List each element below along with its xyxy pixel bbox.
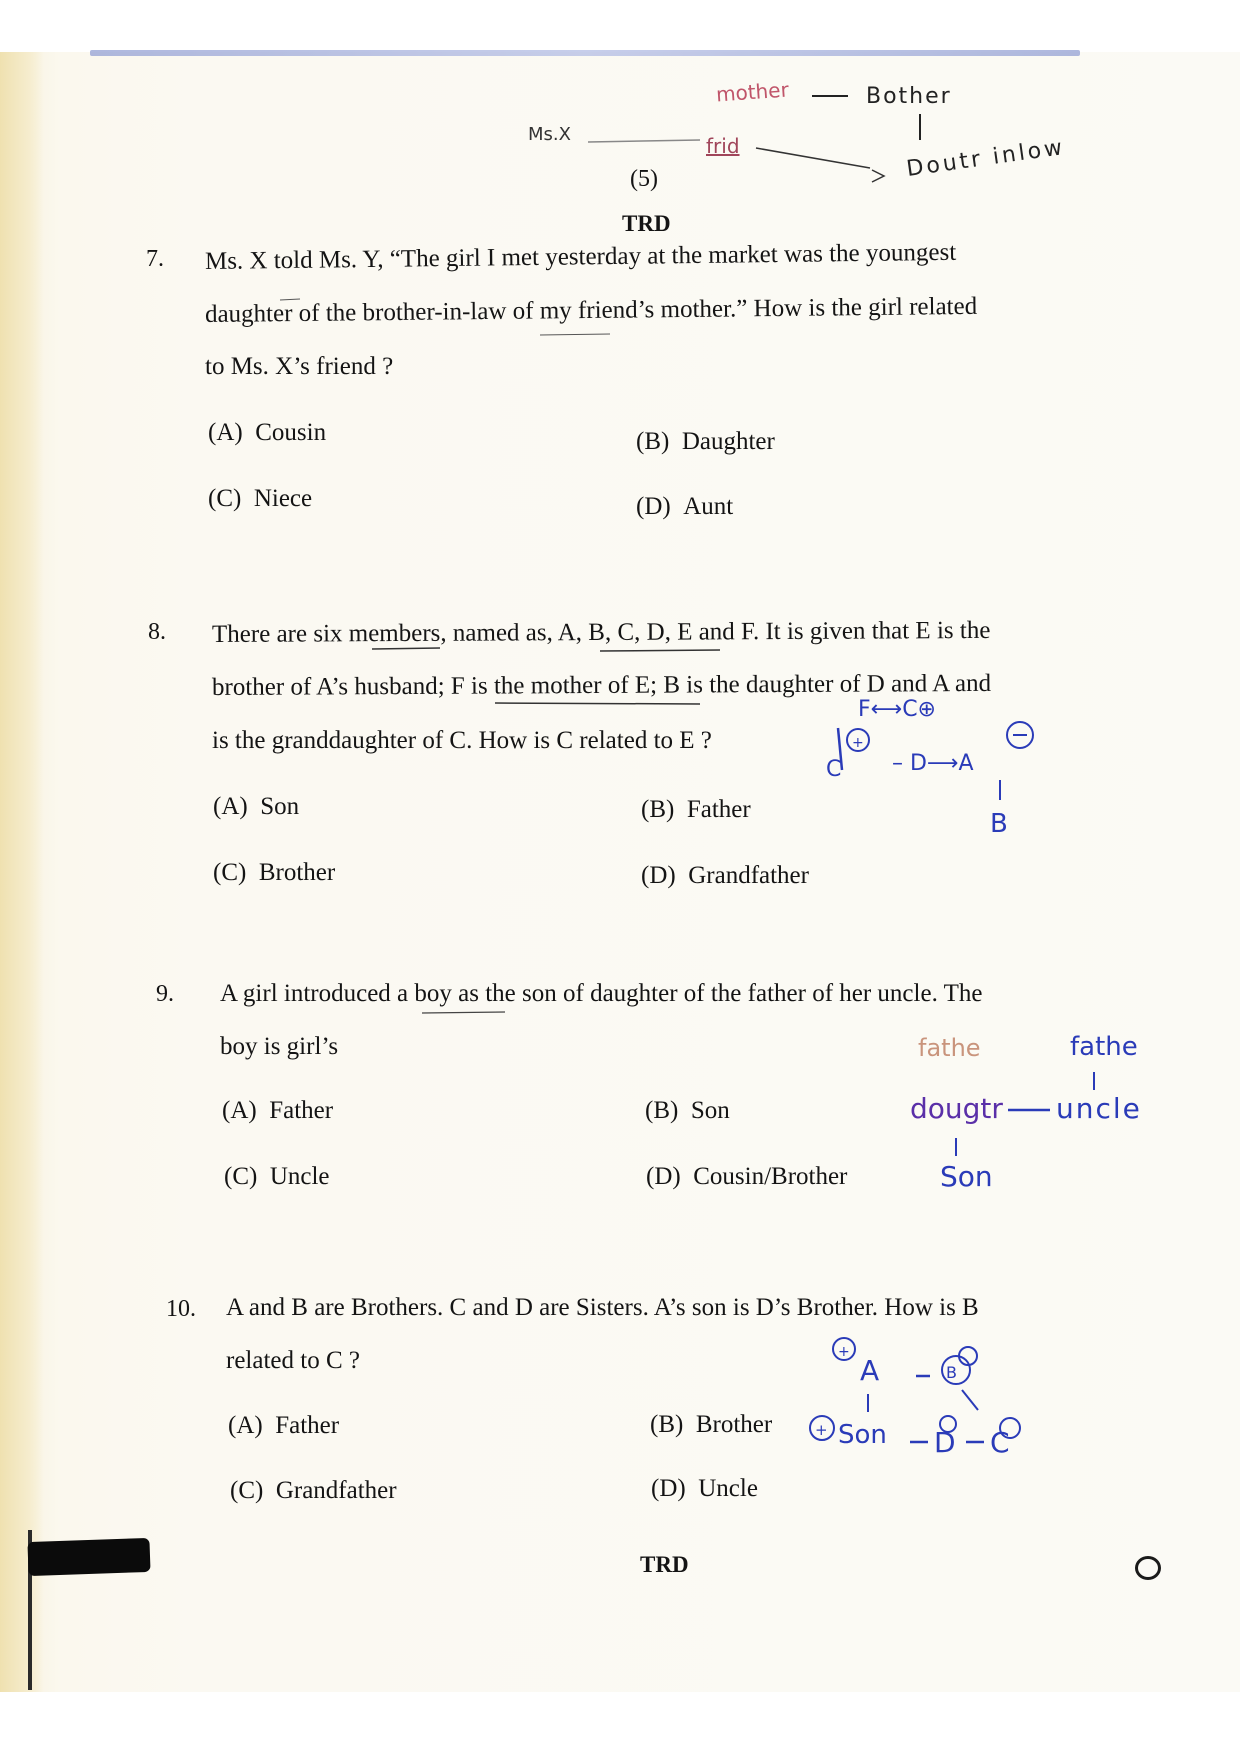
option-text: Father <box>269 1097 334 1124</box>
handwritten-note: fathe <box>1070 1032 1138 1062</box>
question-text-line: is the granddaughter of C. How is C related to E ? <box>212 727 712 754</box>
question-text-line: to Ms. X’s friend ? <box>205 353 394 380</box>
question-text-line: A and B are Brothers. C and D are Sisters. A’s son is D’s Brother. How is B <box>226 1294 979 1321</box>
paper-left-edge <box>0 52 44 1692</box>
option-label: (A) <box>208 419 243 446</box>
option-label: (C) <box>213 859 247 886</box>
option-c <box>208 484 312 514</box>
option-b <box>641 795 751 825</box>
question-text-line: related to C ? <box>226 1347 360 1374</box>
svg-text:C: C <box>990 1426 1010 1459</box>
option-text: Brother <box>695 1411 773 1438</box>
option-b <box>645 1096 730 1126</box>
option-label: (B) <box>650 1411 684 1438</box>
option-c <box>230 1476 397 1506</box>
scan-top-edge <box>90 50 1080 56</box>
svg-text:+: + <box>852 735 864 751</box>
option-a <box>228 1411 339 1441</box>
handwritten-note: frid <box>706 134 740 158</box>
option-a <box>208 418 326 448</box>
svg-text:B: B <box>990 809 1008 839</box>
option-label: (D) <box>641 862 676 889</box>
question-number: 10. <box>166 1296 196 1322</box>
option-c <box>224 1162 330 1192</box>
option-text: Brother <box>258 859 336 886</box>
option-d <box>646 1162 847 1192</box>
question-number: 8. <box>148 619 166 645</box>
option-label: (B) <box>645 1097 679 1124</box>
handwritten-note: Doutr inlow <box>905 135 1067 182</box>
question-number: 9. <box>156 981 174 1007</box>
question-text-line: There are six members, named as, A, B, C, D, E and F. It is given that E is the <box>211 616 991 648</box>
option-text: Uncle <box>269 1163 330 1190</box>
option-text: Cousin/Brother <box>693 1163 848 1190</box>
option-text: Daughter <box>681 428 775 455</box>
option-text: Aunt <box>683 493 734 520</box>
page-number: (5) <box>630 166 658 192</box>
svg-text:D: D <box>934 1426 956 1459</box>
question-text-line: brother of A’s husband; F is the mother of E; B is the daughter of D and A and <box>211 669 992 701</box>
question-text-line: boy is girl’s <box>220 1033 339 1060</box>
handwritten-note: Son <box>838 1420 887 1450</box>
svg-text:F⟷C⊕: F⟷C⊕ <box>858 697 936 722</box>
handwritten-note: Bother <box>866 84 952 109</box>
redaction-mark <box>27 1538 150 1576</box>
question-text-line: daughter of the brother-in-law of my friend’s mother.” How is the girl related <box>204 292 978 328</box>
option-label: (C) <box>208 485 242 512</box>
option-text: Father <box>686 796 751 823</box>
option-label: (D) <box>651 1475 686 1502</box>
handwritten-note: fathe <box>918 1034 981 1062</box>
option-label: (C) <box>230 1477 264 1504</box>
handwritten-note: A <box>860 1354 880 1387</box>
option-a <box>213 792 299 822</box>
svg-text:+: + <box>838 1344 850 1360</box>
svg-text:– D⟶A: – D⟶A <box>892 751 974 776</box>
option-d <box>651 1474 758 1504</box>
option-label: (A) <box>222 1097 257 1124</box>
svg-text:C: C <box>826 757 842 782</box>
handwritten-note: uncle <box>1056 1092 1142 1125</box>
option-label: (B) <box>641 796 675 823</box>
svg-text:B: B <box>946 1363 957 1382</box>
header-code: TRD <box>622 211 671 236</box>
option-d <box>636 492 733 522</box>
option-text: Father <box>275 1412 340 1439</box>
option-label: (A) <box>213 793 248 820</box>
footer-code: TRD <box>640 1552 689 1577</box>
option-text: Cousin <box>255 419 327 446</box>
question-text-line: Ms. X told Ms. Y, “The girl I met yesterday at the market was the youngest <box>204 238 957 275</box>
handwritten-note: dougtr <box>910 1092 1003 1125</box>
option-label: (D) <box>636 493 671 520</box>
option-text: Son <box>690 1097 730 1124</box>
svg-text:+: + <box>815 1421 828 1439</box>
option-b <box>650 1410 772 1440</box>
circle-mark-icon <box>1135 1556 1161 1580</box>
handwritten-note: mother <box>715 77 790 107</box>
option-label: (A) <box>228 1412 263 1439</box>
option-label: (D) <box>646 1163 681 1190</box>
question-text-line: A girl introduced a boy as the son of daughter of the father of her uncle. The <box>220 980 983 1007</box>
handwritten-note: Ms.X <box>528 124 571 145</box>
option-c <box>213 858 335 888</box>
option-b <box>636 427 775 457</box>
option-a <box>222 1096 333 1126</box>
handwritten-note: Son <box>940 1160 993 1193</box>
option-label: (B) <box>636 428 670 455</box>
question-number: 7. <box>146 246 164 272</box>
option-d <box>641 861 809 891</box>
option-text: Grandfather <box>688 862 809 889</box>
option-label: (C) <box>224 1163 258 1190</box>
option-text: Son <box>260 793 300 820</box>
option-text: Uncle <box>698 1475 758 1502</box>
option-text: Grandfather <box>275 1477 397 1504</box>
option-text: Niece <box>253 485 313 512</box>
